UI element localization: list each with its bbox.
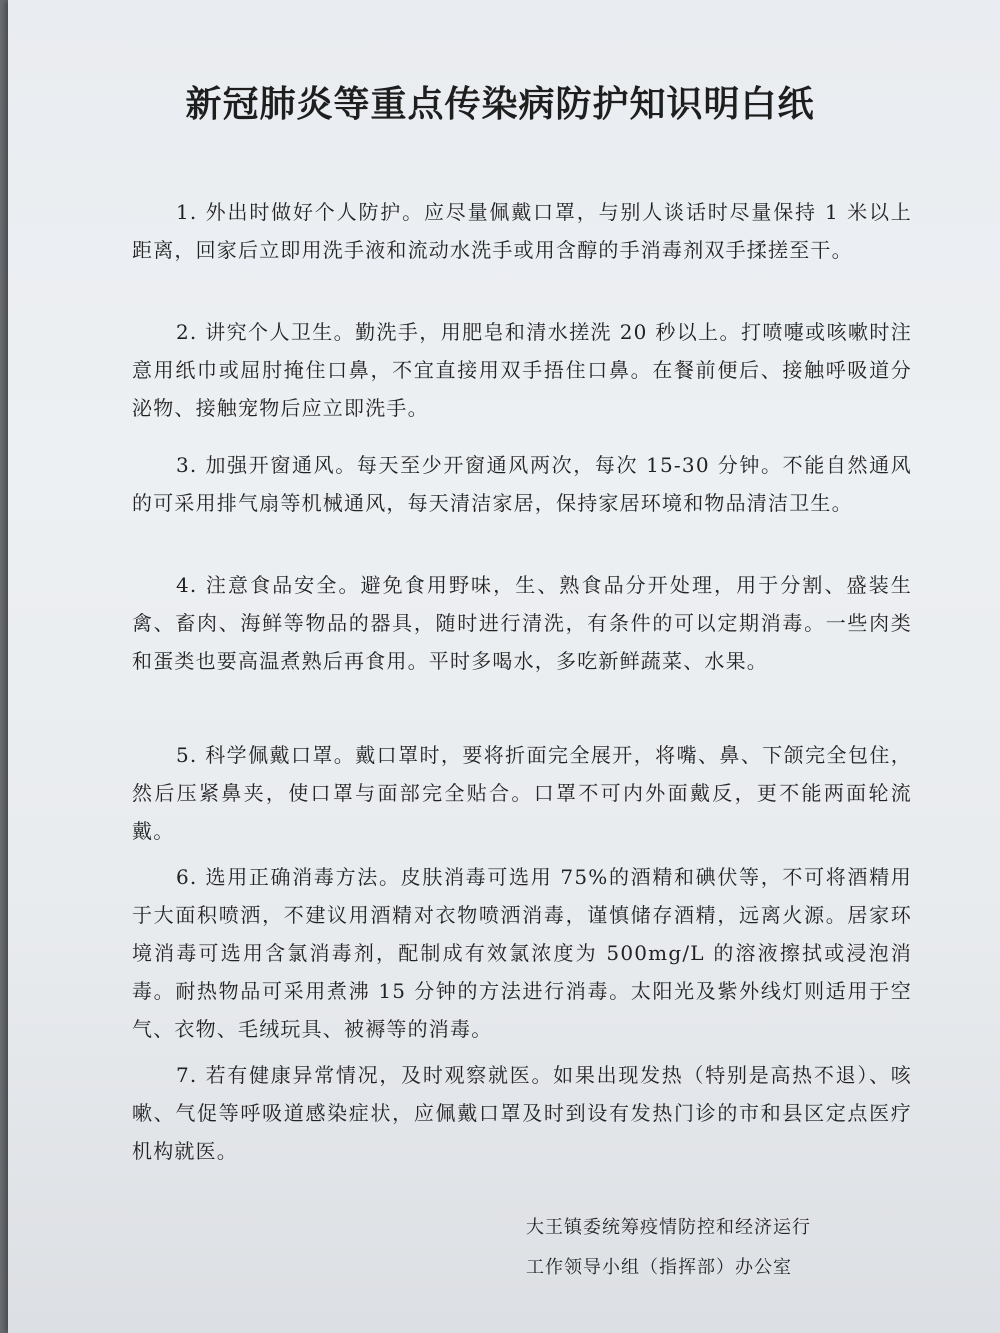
signature-line-2: 工作领导小组（指挥部）办公室 — [526, 1257, 792, 1278]
section-3: 3. 加强开窗通风。每天至少开窗通风两次，每次 15-30 分钟。不能自然通风的可采用排气扇等机械通风，每天清洁家居，保持家居环境和物品清洁卫生。 — [132, 453, 912, 515]
section-4: 4. 注意食品安全。避免食用野味，生、熟食品分开处理，用于分割、盛装生禽、畜肉、海鲜等物品的器具，随时进行清洗，有条件的可以定期消毒。一些肉类和蛋类也要高温煮熟后再食用。平时多喝水，多吃新鲜蔬菜、水果。 — [132, 573, 912, 673]
section-6: 6. 选用正确消毒方法。皮肤消毒可选用 75%的酒精和碘伏等，不可将酒精用于大面积喷洒，不建议用酒精对衣物喷洒消毒，谨慎储存酒精，远离火源。居家环境消毒可选用含氯消毒剂，配制成有效氯浓度为 500mg/L 的溶液擦拭或浸泡消毒。耐热物品可采用煮沸 15 分钟的方法进行消毒。太阳光及紫外线灯则适用于空气、衣物、毛绒玩具、被褥等的消毒。 — [132, 865, 912, 1041]
section-1: 1. 外出时做好个人防护。应尽量佩戴口罩，与别人谈话时尽量保持 1 米以上距离，回家后立即用洗手液和流动水洗手或用含醇的手消毒剂双手揉搓至干。 — [132, 200, 912, 262]
section-2: 2. 讲究个人卫生。勤洗手，用肥皂和清水搓洗 20 秒以上。打喷嚏或咳嗽时注意用纸巾或屈肘掩住口鼻，不宜直接用双手捂住口鼻。在餐前便后、接触呼吸道分泌物、接触宠物后应立即洗手。 — [132, 320, 912, 420]
document-title: 新冠肺炎等重点传染病防护知识明白纸 — [185, 83, 815, 125]
signature-line-1: 大王镇委统筹疫情防控和经济运行 — [526, 1217, 811, 1238]
section-7: 7. 若有健康异常情况，及时观察就医。如果出现发热（特别是高热不退）、咳嗽、气促等呼吸道感染症状，应佩戴口罩及时到设有发热门诊的市和县区定点医疗机构就医。 — [132, 1063, 912, 1163]
section-5: 5. 科学佩戴口罩。戴口罩时，要将折面完全展开，将嘴、鼻、下颌完全包住，然后压紧鼻夹，使口罩与面部完全贴合。口罩不可内外面戴反，更不能两面轮流戴。 — [132, 743, 912, 843]
